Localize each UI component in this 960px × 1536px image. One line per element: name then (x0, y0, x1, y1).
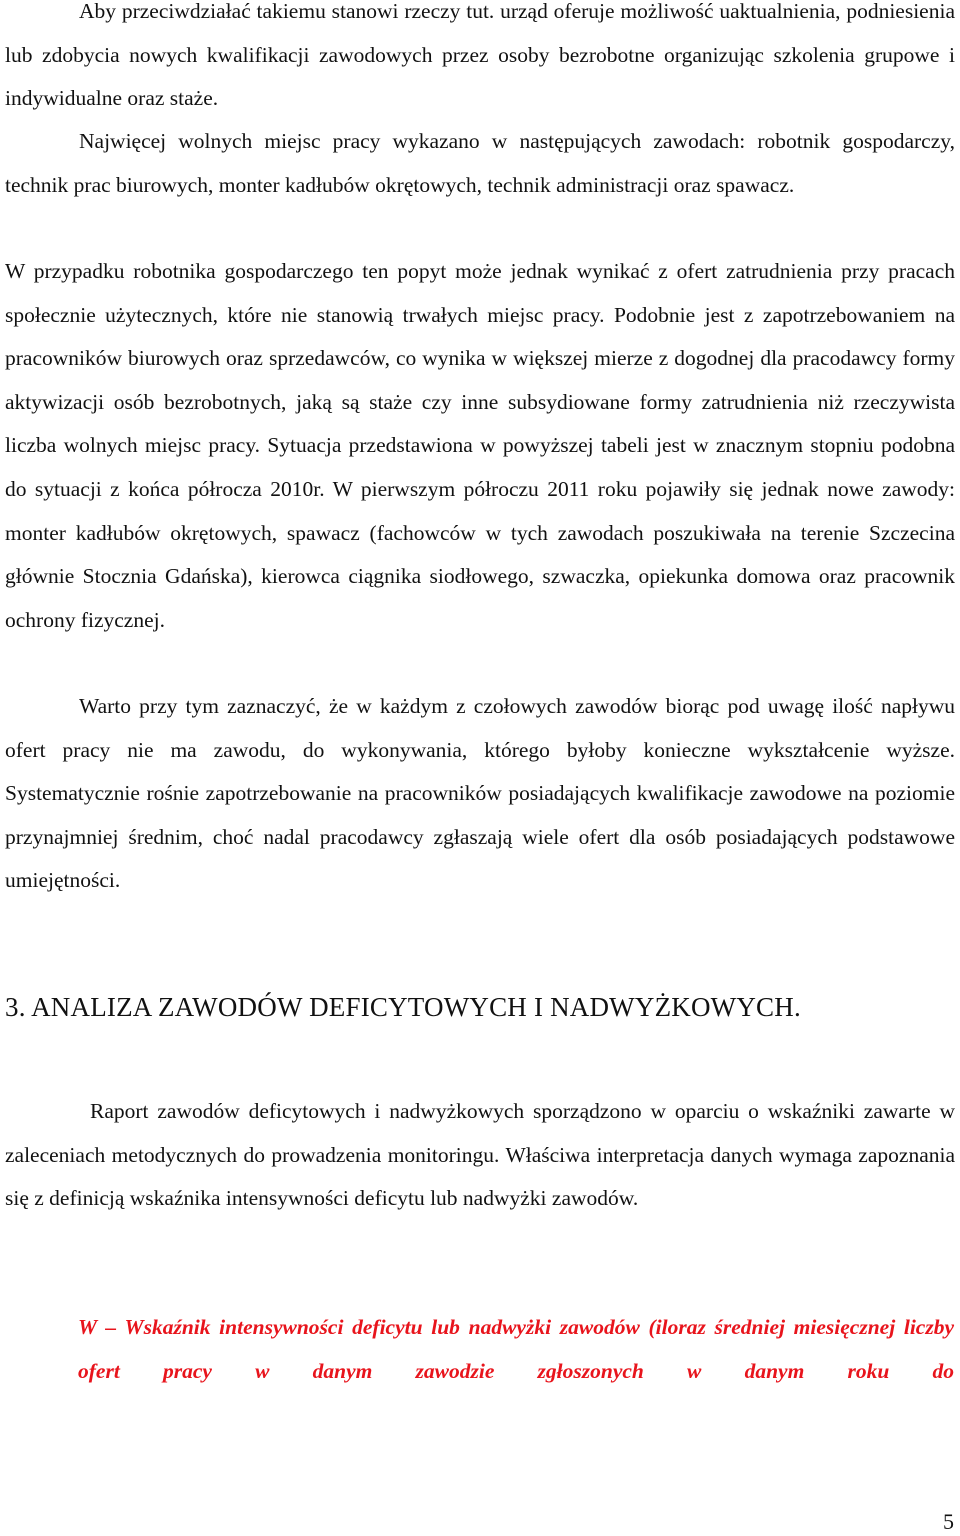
paragraph-demand-analysis: W przypadku robotnika gospodarczego ten popyt może jednak wynikać z ofert zatrudnienia przy pracach społecznie użytecznych, które nie stanowią trwałych miejsc pracy. Podobnie jest z zapotrzebowaniem na pracowników biurowych oraz sprzedawców, co wynika w większej mierze z dogodnej dla pracodawcy formy aktywizacji osób bezrobotnych, jaką są staże czy inne subsydiowane formy zatrudnienia niż rzeczywista liczba wolnych miejsc pracy. Sytuacja przedstawiona w powyższej tabeli jest w znacznym stopniu podobna do sytuacji z końca półrocza 2010r. W pierwszym półroczu 2011 roku pojawiły się jednak nowe zawody: monter kadłubów okrętowych, spawacz (fachowców w tych zawodach poszukiwała na terenie Szczecina głównie Stocznia Gdańska), kierowca ciągnika siodłowego, szwaczka, opiekunka domowa oraz pracownik ochrony fizycznej. (5, 259, 955, 632)
paragraph-training-offer: Aby przeciwdziałać takiemu stanowi rzeczy tut. urząd oferuje możliwość uaktualnienia, podniesienia lub zdobycia nowych kwalifikacji zawodowych przez osoby bezrobotne organizując szkolenia grupowe i indywidualne oraz staże. (5, 0, 955, 111)
paragraph-report-intro: Raport zawodów deficytowych i nadwyżkowych sporządzono w oparciu o wskaźniki zawarte w zaleceniach metodycznych do prowadzenia monitoringu. Właściwa interpretacja danych wymaga zapoznania się z definicją wskaźnika intensywności deficytu lub nadwyżki zawodów. (5, 1099, 955, 1211)
page-number: 5 (943, 1509, 954, 1534)
indicator-definition: W – Wskaźnik intensywności deficytu lub nadwyżki zawodów (iloraz średniej miesięcznej liczby ofert pracy w danym zawodzie zgłoszonych w danym roku do (78, 1315, 954, 1383)
paragraph-job-vacancies: Najwięcej wolnych miejsc pracy wykazano w następujących zawodach: robotnik gospodarczy, technik prac biurowych, monter kadłubów okrętowych, technik administracji oraz spawacz. (5, 129, 955, 197)
section-heading: 3. ANALIZA ZAWODÓW DEFICYTOWYCH I NADWYŻKOWYCH. (5, 992, 801, 1022)
paragraph-qualifications: Warto przy tym zaznaczyć, że w każdym z czołowych zawodów biorąc pod uwagę ilość napływu ofert pracy nie ma zawodu, do wykonywania, którego byłoby konieczne wykształcenie wyższe. Systematycznie rośnie zapotrzebowanie na pracowników posiadających kwalifikacje zawodowe na poziomie przynajmniej średnim, choć nadal pracodawcy zgłaszają wiele ofert dla osób posiadających podstawowe umiejętności. (5, 694, 955, 893)
